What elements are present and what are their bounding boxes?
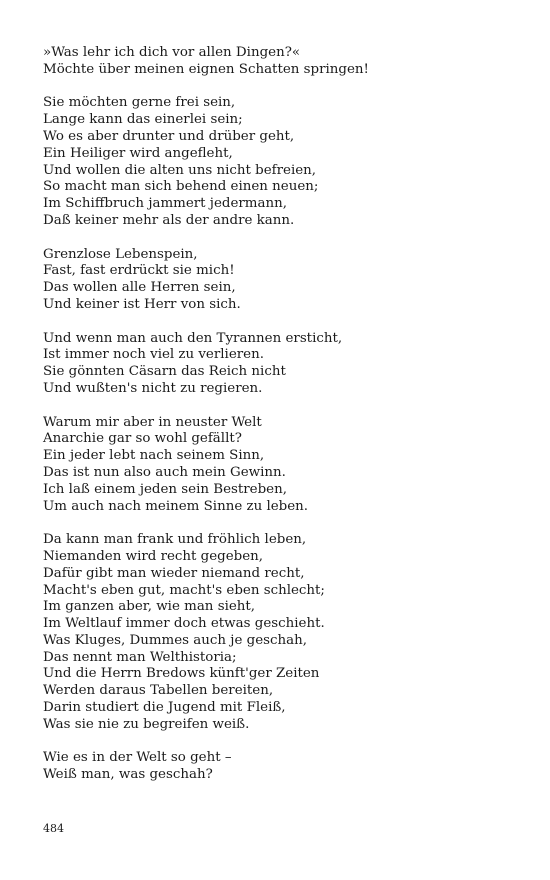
verse-line: Wie es in der Welt so geht – xyxy=(43,750,232,766)
stanza xyxy=(43,247,523,314)
stanza xyxy=(43,95,523,229)
verse-line: Da kann man frank und fröhlich leben, xyxy=(43,532,307,548)
verse-line: Sie möchten gerne frei sein, xyxy=(43,95,236,111)
verse-line: Fast, fast erdrückt sie mich! xyxy=(43,263,235,279)
verse-line: Grenzlose Lebenspein, xyxy=(43,246,198,262)
verse-line: Ein Heiliger wird angefleht, xyxy=(43,145,233,161)
stanza xyxy=(43,45,523,79)
verse-line: Das ist nun also auch mein Gewinn. xyxy=(43,464,286,480)
verse-line: Was Kluges, Dummes auch je geschah, xyxy=(43,632,307,648)
verse-line: Anarchie gar so wohl gefällt? xyxy=(43,431,242,447)
verse-line: Wo es aber drunter und drüber geht, xyxy=(43,128,295,144)
verse-line: Niemanden wird recht gegeben, xyxy=(43,548,264,564)
verse-line: Und wußten's nicht zu regieren. xyxy=(43,380,263,396)
verse-line: Was sie nie zu begreifen weiß. xyxy=(43,716,250,732)
verse-line: Und wenn man auch den Tyrannen ersticht, xyxy=(43,330,343,346)
verse-line: Ist immer noch viel zu verlieren. xyxy=(43,347,264,363)
verse-line: »Was lehr ich dich vor allen Dingen?« xyxy=(43,45,301,60)
verse-line: Macht's eben gut, macht's eben schlecht; xyxy=(43,582,325,598)
verse-line: Ich laß einem jeden sein Bestreben, xyxy=(43,481,287,497)
verse-line: Und wollen die alten uns nicht befreien, xyxy=(43,162,317,178)
verse-line: Im Schiffbruch jammert jedermann, xyxy=(43,196,287,212)
verse-line: Sie gönnten Cäsarn das Reich nicht xyxy=(43,364,286,380)
verse-line: Und die Herrn Bredows künft'ger Zeiten xyxy=(43,666,320,682)
verse-line: Im ganzen aber, wie man sieht, xyxy=(43,599,256,615)
verse-line: Weiß man, was geschah? xyxy=(43,767,213,783)
poem-text xyxy=(43,45,523,801)
verse-line: Darin studiert die Jugend mit Fleiß, xyxy=(43,700,286,716)
stanza xyxy=(43,331,523,398)
verse-line: Um auch nach meinem Sinne zu leben. xyxy=(43,498,309,514)
verse-line: Und keiner ist Herr von sich. xyxy=(43,296,241,312)
verse-line: Lange kann das einerlei sein; xyxy=(43,112,243,128)
verse-line: Werden daraus Tabellen bereiten, xyxy=(43,683,274,699)
verse-line: Daß keiner mehr als der andre kann. xyxy=(43,212,295,228)
verse-line: Ein jeder lebt nach seinem Sinn, xyxy=(43,448,265,464)
verse-line: Das nennt man Welthistoria; xyxy=(43,649,237,665)
page-number: 484 xyxy=(43,822,64,835)
verse-line: So macht man sich behend einen neuen; xyxy=(43,179,319,195)
verse-line: Möchte über meinen eignen Schatten springen! xyxy=(43,61,369,77)
stanza xyxy=(43,750,523,784)
verse-line: Das wollen alle Herren sein, xyxy=(43,280,236,296)
verse-line: Im Weltlauf immer doch etwas geschieht. xyxy=(43,616,325,632)
stanza xyxy=(43,532,523,734)
verse-line: Dafür gibt man wieder niemand recht, xyxy=(43,565,305,581)
stanza xyxy=(43,415,523,516)
verse-line: Warum mir aber in neuster Welt xyxy=(43,414,262,430)
